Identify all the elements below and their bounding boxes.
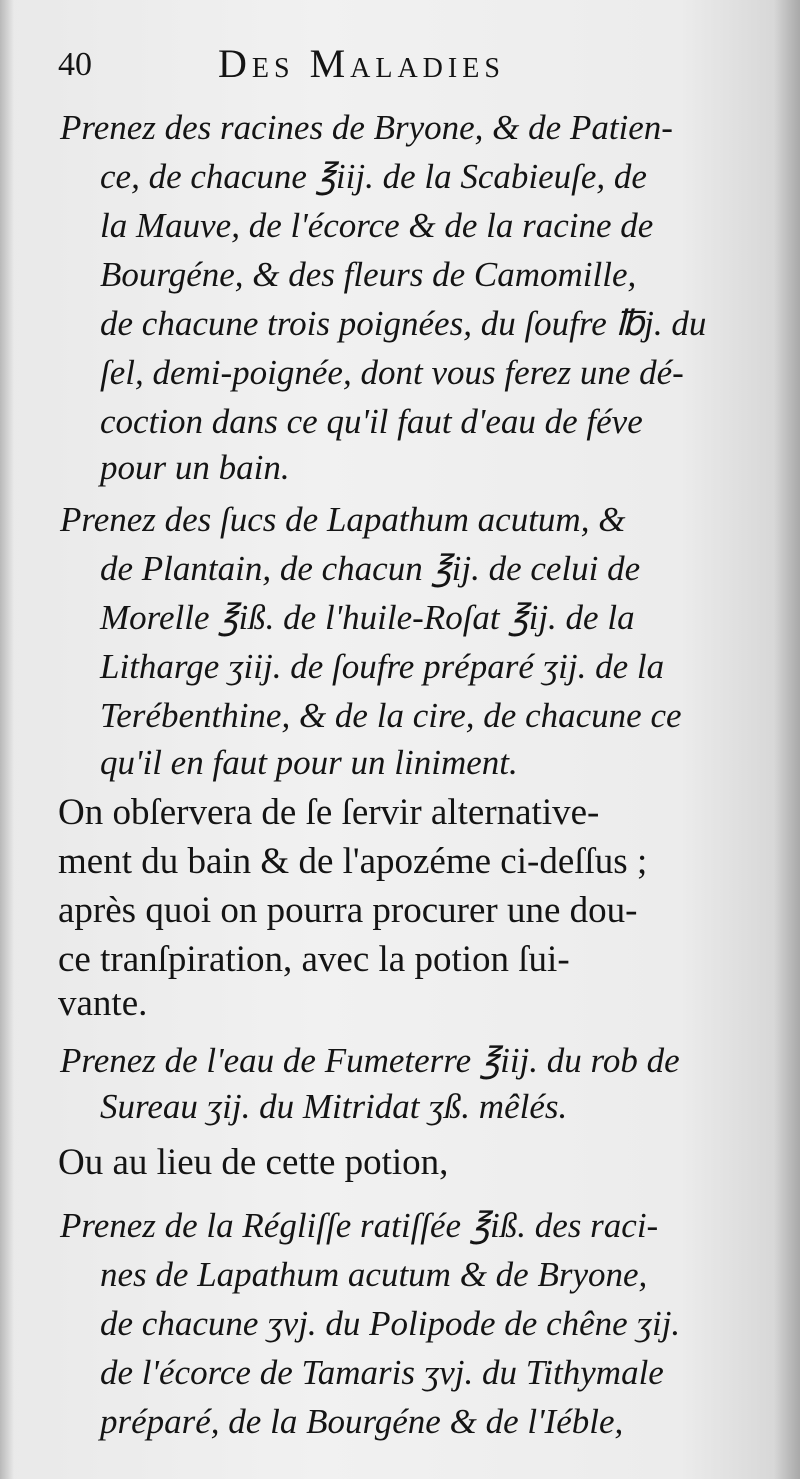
- text-line: la Mauve, de l'écorce & de la racine de: [100, 206, 654, 245]
- text-line: Ou au lieu de cette potion,: [58, 1142, 449, 1183]
- text-line: de Plantain, de chacun ℥ij. de celui de: [100, 549, 641, 588]
- text-line: ce tranſpiration, avec la potion ſui-: [58, 939, 570, 980]
- text-line: Sureau ʒij. du Mitridat ʒß. mêlés.: [100, 1087, 568, 1126]
- text-line: vante.: [58, 983, 148, 1024]
- page-header: [58, 40, 770, 96]
- text-line: préparé, de la Bourgéne & de l'Iéble,: [100, 1402, 624, 1441]
- text-line: qu'il en faut pour un liniment.: [100, 743, 518, 782]
- text-line: après quoi on pourra procurer une dou-: [58, 890, 638, 931]
- text-line: On obſervera de ſe ſervir alternative-: [58, 792, 600, 833]
- text-line: coction dans ce qu'il faut d'eau de féve: [100, 402, 643, 441]
- text-line: ce, de chacune ℥iij. de la Scabieuſe, de: [100, 157, 647, 196]
- text-line: de l'écorce de Tamaris ʒvj. du Tithymale: [100, 1353, 664, 1392]
- text-line: Morelle ℥iß. de l'huile-Roſat ℥ij. de la: [100, 598, 635, 637]
- text-line: de chacune trois poignées, du ſoufre ℔j. du: [100, 304, 707, 343]
- text-line: Bourgéne, & des fleurs de Camomille,: [100, 255, 637, 294]
- running-head: Des Maladies: [218, 41, 505, 86]
- text-line: Prenez de la Régliſſe ratiſſée ℥iß. des raci-: [60, 1206, 659, 1245]
- text-line: ſel, demi-poignée, dont vous ferez une dé-: [100, 353, 684, 392]
- text-line: Prenez des racines de Bryone, & de Patien-: [60, 108, 673, 147]
- text-line: pour un bain.: [100, 448, 290, 487]
- text-line: de chacune ʒvj. du Polipode de chêne ʒij.: [100, 1304, 681, 1343]
- text-line: Litharge ʒiij. de ſoufre préparé ʒij. de la: [100, 647, 665, 686]
- text-line: ment du bain & de l'apozéme ci-deſſus ;: [58, 841, 648, 882]
- text-line: Prenez de l'eau de Fumeterre ℥iij. du rob de: [60, 1041, 680, 1080]
- text-line: Prenez des ſucs de Lapathum acutum, &: [60, 500, 626, 539]
- text-line: nes de Lapathum acutum & de Bryone,: [100, 1255, 648, 1294]
- page-number: 40: [58, 46, 92, 83]
- text-line: Terébenthine, & de la cire, de chacune ce: [100, 696, 682, 735]
